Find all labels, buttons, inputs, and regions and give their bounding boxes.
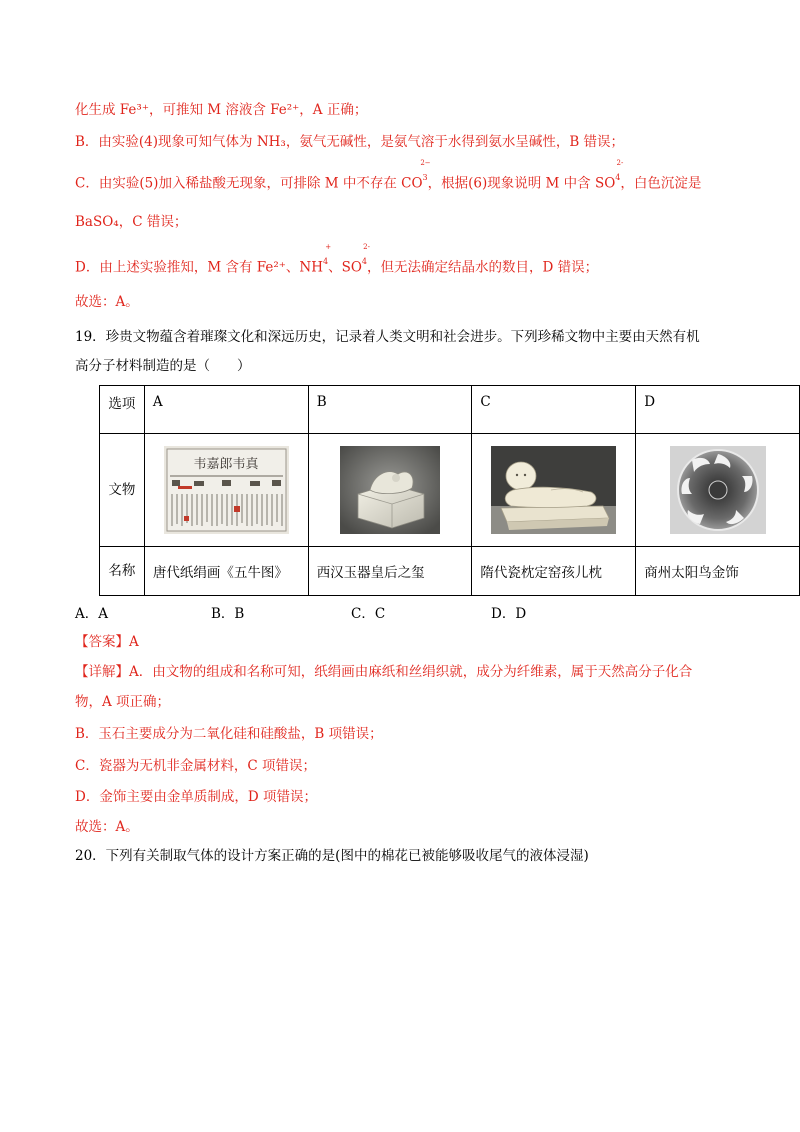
sulfate-ion-notation: $^4$ 2- — [615, 159, 624, 182]
carbonate-ion-notation: $^3$ 2− — [420, 159, 431, 182]
relic-b-cell — [308, 434, 472, 547]
choice-a[interactable]: A．A — [75, 606, 108, 622]
explanation-c-part1: C．由实验(5)加入稀盐酸无现象，可排除 M 中不存在 CO — [75, 175, 423, 192]
row-label-option: 选项 — [100, 386, 145, 434]
relic-a-cell — [144, 434, 308, 547]
question-19-stem-2: 高分子材料制造的是（ ） — [75, 358, 251, 374]
explanation-d-part2: 、SO — [328, 259, 362, 276]
table-row-names — [100, 547, 800, 596]
relic-c-cell — [472, 434, 636, 547]
explanation-line-c-cont: BaSO₄，C 错误； — [75, 214, 188, 230]
explanation-line-d — [75, 243, 599, 278]
header-d: D — [636, 386, 800, 434]
row-label-name: 名称 — [100, 547, 145, 596]
relic-table — [99, 385, 800, 596]
header-c: C — [472, 386, 636, 434]
detail-line-c: C．瓷器为无机非金属材料，C 项错误； — [75, 758, 316, 774]
table-row-relics — [100, 434, 800, 547]
question-19-stem-1: 19．珍贵文物蕴含着璀璨文化和深远历史，记录着人类文明和社会进步。下列珍稀文物中主要由天然有机 — [75, 329, 700, 345]
relic-d-cell — [636, 434, 800, 547]
name-b: 西汉玉器皇后之玺 — [308, 547, 472, 596]
jade-seal-image — [340, 446, 440, 534]
detail-line-2: 物，A 项正确； — [75, 694, 171, 710]
table-row-options — [100, 386, 800, 434]
five-oxen-painting-image — [164, 446, 289, 534]
choice-b[interactable]: B．B — [211, 606, 245, 622]
porcelain-child-pillow-image — [491, 446, 616, 534]
row-label-relic: 文物 — [100, 434, 145, 547]
header-b: B — [308, 386, 472, 434]
sun-bird-gold-ornament-image — [670, 446, 766, 534]
name-d: 商州太阳鸟金饰 — [636, 547, 800, 596]
explanation-line-a: 化生成 Fe³⁺，可推知 M 溶液含 Fe²⁺，A 正确； — [75, 102, 368, 118]
detail-line-b: B．玉石主要成分为二氧化硅和硅酸盐，B 项错误； — [75, 726, 383, 742]
name-c: 隋代瓷枕定窑孩儿枕 — [472, 547, 636, 596]
explanation-c-part2: ，根据(6)现象说明 M 中含 SO — [427, 175, 616, 192]
detail-conclusion: 故选：A。 — [75, 819, 139, 835]
choice-d[interactable]: D．D — [491, 606, 527, 622]
question-20-stem: 20．下列有关制取气体的设计方案正确的是(图中的棉花已被能够吸收尾气的液体浸湿) — [75, 848, 589, 864]
ammonium-ion-notation: $^4$ + — [322, 243, 332, 266]
explanation-c-part3: ，白色沉淀是 — [620, 175, 702, 192]
detail-line-1: 【详解】A．由文物的组成和名称可知，纸绢画由麻纸和丝绢织就，成分为纤维素，属于天然高分子化合 — [75, 664, 693, 680]
detail-line-d: D．金饰主要由金单质制成，D 项错误； — [75, 789, 317, 805]
explanation-d-part3: ，但无法确定结晶水的数目，D 错误； — [367, 259, 599, 276]
sulfate-ion-notation-2: $^4$ 2- — [361, 243, 370, 266]
explanation-d-part1: D．由上述实验推知，M 含有 Fe²⁺、NH — [75, 259, 323, 276]
painting-title-text: 韦嘉郎韦真 — [193, 457, 259, 472]
header-a: A — [144, 386, 308, 434]
name-a: 唐代纸绢画《五牛图》 — [144, 547, 308, 596]
conclusion-line: 故选：A。 — [75, 294, 139, 310]
answer-label: 【答案】A — [75, 634, 139, 650]
explanation-line-c — [75, 159, 702, 194]
explanation-line-b: B．由实验(4)现象可知气体为 NH₃，氨气无碱性，是氨气溶于水得到氨水呈碱性，B 错误； — [75, 134, 625, 150]
choice-c[interactable]: C．C — [351, 606, 386, 622]
